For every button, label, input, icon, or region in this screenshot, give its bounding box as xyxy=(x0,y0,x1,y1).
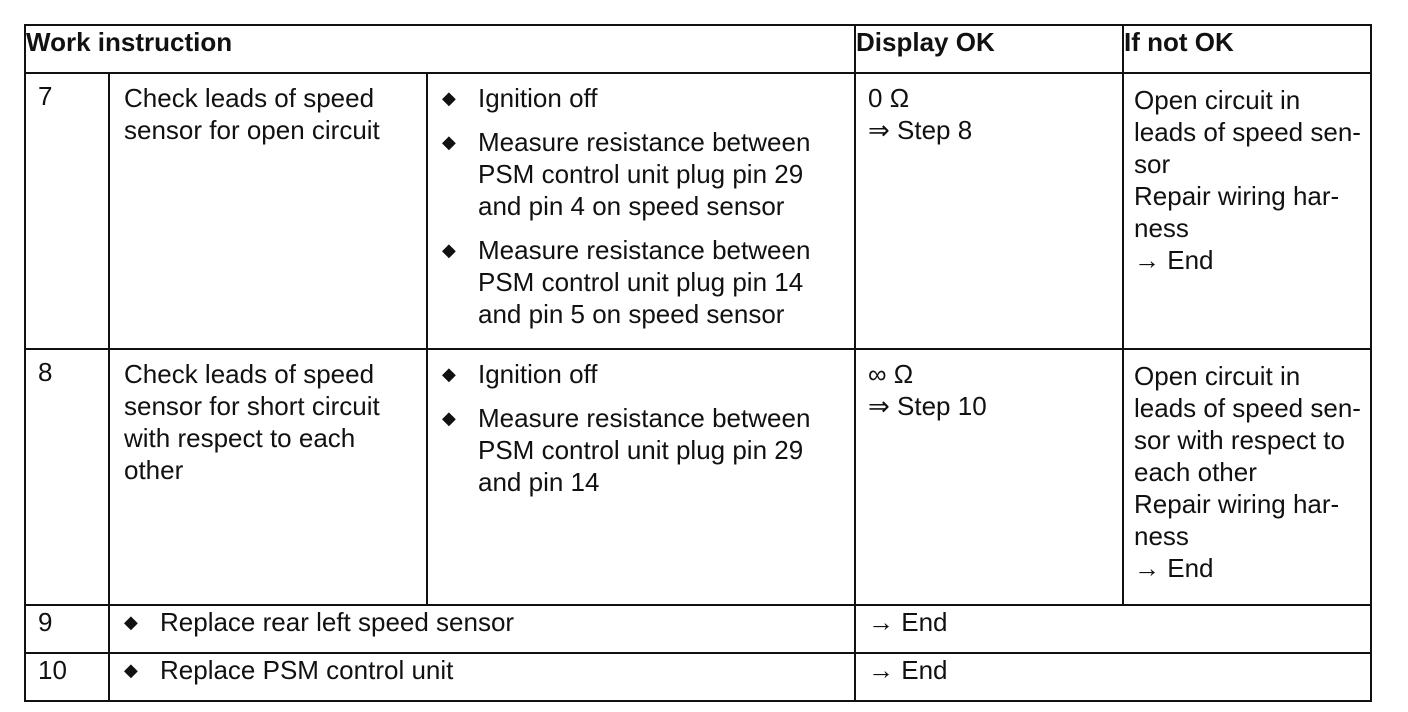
list-item: ◆ Measure resistance between PSM control unit plug pin 14 and pin 5 on speed sensor xyxy=(442,235,811,329)
diamond-bullet-icon: ◆ xyxy=(124,612,138,632)
display-ok-header: Display OK xyxy=(855,25,1123,73)
table-row xyxy=(25,653,1371,701)
table-row xyxy=(25,349,1371,605)
action-cell: ◆ Replace rear left speed sensor xyxy=(109,605,855,653)
list-item: ◆ Ignition off xyxy=(442,83,598,113)
action-cell: ◆ Replace PSM control unit xyxy=(109,653,855,701)
display-ok-cell: ∞ Ω ⇒ Step 10 xyxy=(855,349,1123,605)
list-item: ◆ Measure resistance between PSM control unit plug pin 29 and pin 4 on speed sensor xyxy=(442,127,811,221)
diamond-bullet-icon: ◆ xyxy=(442,408,456,428)
if-not-ok-header: If not OK xyxy=(1123,25,1371,73)
result-cell: → End xyxy=(855,605,1371,653)
if-not-ok-cell: Open circuit in leads of speed sen- sor with respect to each other Repair wiring har- ness → End xyxy=(1123,349,1371,605)
check-description: Check leads of speed sensor for open circuit xyxy=(109,73,427,349)
diamond-bullet-icon: ◆ xyxy=(442,364,456,384)
header-row xyxy=(25,25,1371,73)
list-item: ◆ Measure resistance between PSM control unit plug pin 29 and pin 14 xyxy=(442,403,811,497)
diamond-bullet-icon: ◆ xyxy=(124,660,138,680)
diamond-bullet-icon: ◆ xyxy=(442,132,456,152)
diamond-bullet-icon: ◆ xyxy=(442,240,456,260)
work-instruction-header: Work instruction xyxy=(25,25,855,73)
display-ok-cell: 0 Ω ⇒ Step 8 xyxy=(855,73,1123,349)
procedure-cell xyxy=(427,349,855,605)
step-number: 8 xyxy=(25,349,109,605)
procedure-cell xyxy=(427,73,855,349)
diamond-bullet-icon: ◆ xyxy=(442,88,456,108)
work-instruction-table xyxy=(24,24,1372,702)
table-row xyxy=(25,73,1371,349)
list-item: ◆ Ignition off xyxy=(442,359,598,389)
step-number: 10 xyxy=(25,653,109,701)
if-not-ok-cell: Open circuit in leads of speed sen- sor Repair wiring har- ness → End xyxy=(1123,73,1371,349)
step-number: 7 xyxy=(25,73,109,349)
step-number: 9 xyxy=(25,605,109,653)
table-row xyxy=(25,605,1371,653)
check-description: Check leads of speed sensor for short circuit with respect to each other xyxy=(109,349,427,605)
result-cell: → End xyxy=(855,653,1371,701)
